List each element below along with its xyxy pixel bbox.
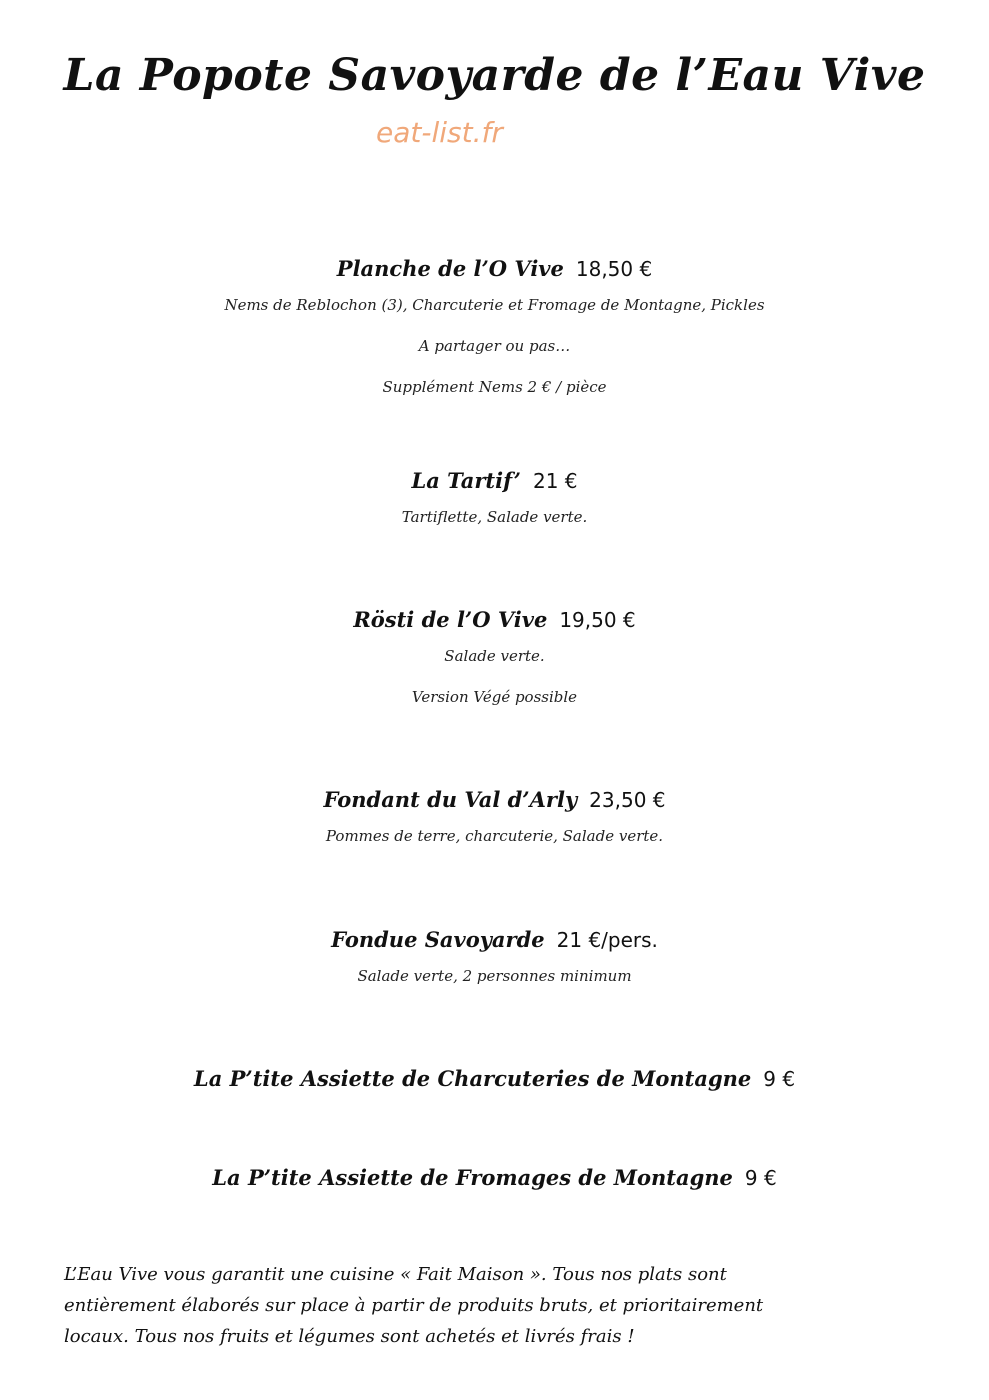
dish-price: 9 €: [763, 1067, 796, 1091]
menu-item-rosti: [0, 604, 989, 718]
dish-price: 21 €/pers.: [556, 928, 658, 952]
dish-name: Fondant du Val d’Arly: [323, 787, 578, 812]
menu-item-assiette-charcuteries: [0, 1063, 989, 1095]
dish-description: Tartiflette, Salade verte.: [401, 508, 588, 526]
dish-description: Pommes de terre, charcuterie, Salade verte.: [325, 827, 664, 845]
dish-price: 23,50 €: [589, 788, 666, 812]
dish-name: La P’tite Assiette de Fromages de Montagne: [212, 1165, 733, 1190]
dish-description: Salade verte.: [444, 647, 545, 665]
dish-name: La P’tite Assiette de Charcuteries de Montagne: [193, 1066, 752, 1091]
menu-item-fondue: [0, 924, 989, 997]
dish-price: 9 €: [744, 1166, 777, 1190]
dish-name: Planche de l’O Vive: [336, 256, 564, 281]
dish-price: 21 €: [533, 469, 578, 493]
dish-price: 19,50 €: [559, 608, 636, 632]
footer-line: L’Eau Vive vous garantit une cuisine « Fait Maison ». Tous nos plats sont: [64, 1264, 727, 1285]
dish-title: [0, 1162, 989, 1194]
dish-description: Version Végé possible: [411, 688, 578, 706]
dish-title: [0, 465, 989, 497]
dish-name: Rösti de l’O Vive: [353, 607, 548, 632]
dish-name: Fondue Savoyarde: [331, 927, 545, 952]
dish-name: La Tartif’: [411, 468, 521, 493]
dish-title: [0, 924, 989, 956]
fait-maison-note: [64, 1259, 924, 1352]
dish-description: A partager ou pas…: [418, 337, 571, 355]
dish-title: [0, 1063, 989, 1095]
footer-line: locaux. Tous nos fruits et légumes sont achetés et livrés frais !: [64, 1326, 635, 1347]
restaurant-title: La Popote Savoyarde de l’Eau Vive: [63, 50, 926, 101]
dish-description: Nems de Reblochon (3), Charcuterie et Fromage de Montagne, Pickles: [224, 296, 765, 314]
dish-title: [0, 784, 989, 816]
dish-price: 18,50 €: [575, 257, 653, 281]
dish-title: [0, 604, 989, 636]
menu-item-tartif: [0, 465, 989, 538]
menu-item-fondant: [0, 784, 989, 857]
watermark-text: eat-list.fr: [376, 116, 503, 149]
dish-title: [0, 253, 989, 285]
menu-item-assiette-fromages: [0, 1162, 989, 1194]
footer-line: entièrement élaborés sur place à partir de produits bruts, et prioritairement: [64, 1295, 764, 1316]
dish-description: Supplément Nems 2 € / pièce: [382, 378, 607, 396]
dish-description: Salade verte, 2 personnes minimum: [357, 967, 632, 985]
menu-item-planche: [0, 253, 989, 408]
